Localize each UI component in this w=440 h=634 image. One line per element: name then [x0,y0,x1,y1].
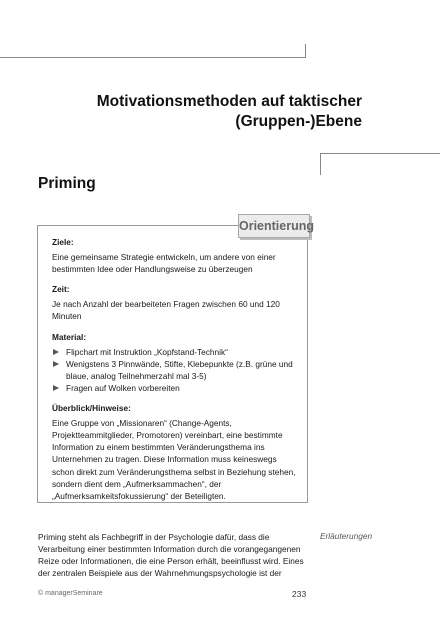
orientation-content [52,236,296,510]
orientation-tag: Orientierung [238,214,310,238]
page-number: 233 [292,589,307,599]
material-heading: Material: [52,331,87,342]
material-list [52,346,296,394]
time-heading: Zeit: [52,284,70,295]
section-rule [320,153,440,154]
overview-text: Eine Gruppe von „Missionaren“ (Change-Agents, Projektteammitglieder, Promotoren) vereinbart, eine bestimmte Information zu einem bestimmten Veränderungsthema ins Unternehmen zu tragen. Diese Information muss keineswegs schon direkt zum Veränderungsthema selbst in Beziehung stehen, sondern dient dem „Aufmerksammachen“, der „Aufmerksamkeitsfokussierung“ der Beteiligten. [52,418,296,501]
time-text: Je nach Anzahl der bearbeiteten Fragen zwischen 60 und 120 Minuten [52,299,280,322]
overview-heading: Überblick/Hinweise: [52,403,131,414]
side-label: Erläuterungen [320,531,373,541]
page-title [97,92,362,132]
material-item: Wenigstens 3 Pinnwände, Stifte, Klebepunkte (z.B. grüne und blaue, analog Teilnehmerzahl mal 3-5) [52,358,296,382]
page-title-line-1: Motivationsmethoden auf taktischer [96,93,362,110]
section-rule-tick [320,153,321,175]
top-rule-tick [305,44,306,58]
goals-heading: Ziele: [52,237,74,247]
material-item: Fragen auf Wolken vorbereiten [52,382,296,394]
publisher-footer: © managerSeminare [38,590,103,597]
page-title-line-2: (Gruppen-)Ebene [235,113,362,130]
section-title: Priming [38,175,96,192]
goals-text: Eine gemeinsame Strategie entwickeln, um andere von einer bestimmten Idee oder Handlungsweise zu überzeugen [52,252,276,275]
top-rule [0,57,306,58]
body-paragraph: Priming steht als Fachbegriff in der Psychologie dafür, dass die Verarbeitung einer bestimmten Information durch die vorangegangenen Reize oder Informationen, die eine Person erhält, beeinflusst wird. Eines der zentralen Beispiele aus der Wahrnehmungspsychologie ist der [38,532,304,579]
material-item: Flipchart mit Instruktion „Kopfstand-Technik“ [52,346,296,358]
